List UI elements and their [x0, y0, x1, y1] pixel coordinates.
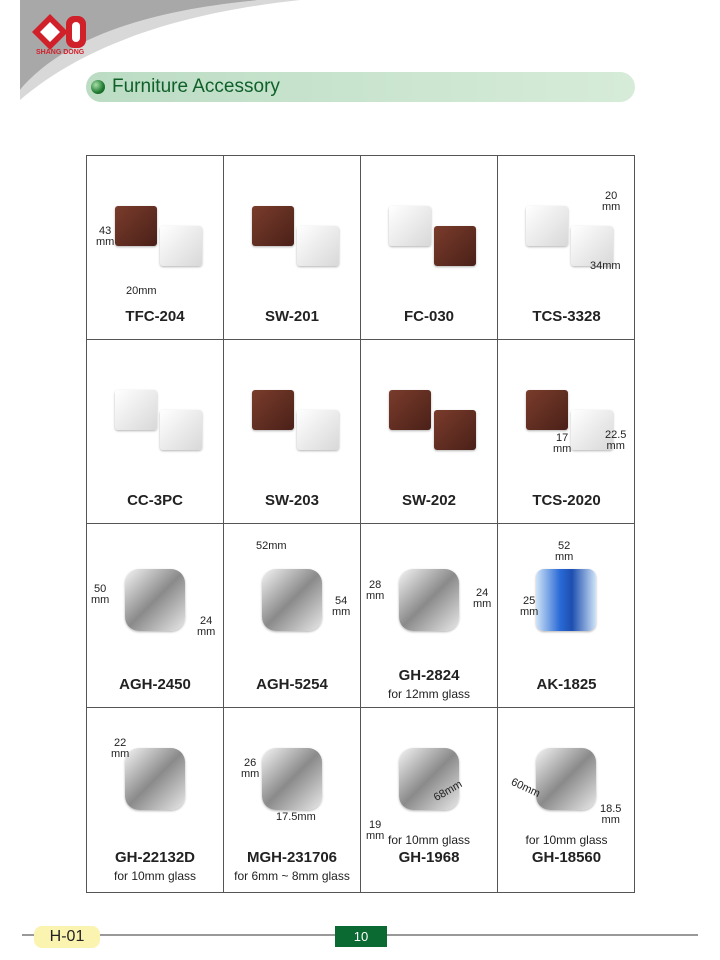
- product-image: [297, 226, 339, 266]
- product-code: GH-1968: [398, 849, 460, 866]
- dimension-label: 43 mm: [96, 225, 115, 248]
- product-code: AGH-2450: [119, 676, 191, 693]
- page-title: Furniture Accessory: [112, 76, 280, 97]
- product-code: TCS-2020: [532, 492, 601, 509]
- product-image: [252, 206, 294, 246]
- product-image: [115, 206, 157, 246]
- product-code: TFC-204: [125, 308, 185, 325]
- product-cell: [224, 524, 361, 708]
- section-label: H-01: [34, 926, 100, 948]
- product-image: [297, 410, 339, 450]
- product-note: for 6mm ~ 8mm glass: [234, 869, 350, 883]
- dimension-label: 60mm: [509, 776, 542, 800]
- dimension-label: 50 mm: [91, 583, 110, 606]
- product-cell: [498, 708, 635, 892]
- product-note: for 10mm glass: [387, 833, 471, 847]
- product-code: SW-203: [265, 492, 319, 509]
- dimension-label: 17.5mm: [276, 811, 316, 823]
- product-image: [160, 410, 202, 450]
- brand-name: SHANG DONG: [36, 49, 85, 56]
- product-image: [262, 569, 322, 631]
- product-grid: [86, 155, 635, 893]
- product-code: GH-2824: [398, 667, 460, 684]
- product-image: [434, 226, 476, 266]
- dimension-label: 25 mm: [520, 595, 539, 618]
- product-cell: [498, 524, 635, 708]
- dimension-label: 52 mm: [555, 540, 574, 563]
- bullet-icon: [91, 80, 105, 94]
- dimension-label: 28 mm: [366, 579, 385, 602]
- product-cell: [87, 156, 224, 340]
- product-cell: [87, 340, 224, 524]
- product-code: CC-3PC: [127, 492, 183, 509]
- product-code: SW-202: [402, 492, 456, 509]
- product-image: [389, 390, 431, 430]
- product-image: [536, 569, 596, 631]
- product-code: AGH-5254: [256, 676, 328, 693]
- dimension-label: 19 mm: [366, 819, 385, 842]
- product-note: for 10mm glass: [525, 833, 608, 847]
- dimension-label: 18.5 mm: [600, 803, 622, 826]
- product-cell: [87, 708, 224, 892]
- product-code: TCS-3328: [532, 308, 601, 325]
- product-image: [115, 390, 157, 430]
- dimension-label: 24 mm: [197, 615, 216, 638]
- product-image: [125, 569, 185, 631]
- product-code: SW-201: [265, 308, 319, 325]
- dimension-label: 17 mm: [553, 432, 572, 455]
- dimension-label: 54 mm: [332, 595, 351, 618]
- product-image: [262, 748, 322, 810]
- product-cell: [224, 156, 361, 340]
- product-image: [252, 390, 294, 430]
- product-cell: [498, 340, 635, 524]
- product-cell: [224, 708, 361, 892]
- dimension-label: 20mm: [126, 285, 157, 297]
- product-code: GH-18560: [531, 849, 602, 866]
- product-cell: [361, 708, 498, 892]
- product-code: AK-1825: [536, 676, 597, 693]
- dimension-label: 26 mm: [241, 757, 260, 780]
- product-image: [399, 748, 459, 810]
- dimension-label: 22.5 mm: [605, 429, 627, 452]
- product-cell: [224, 340, 361, 524]
- page-number: 10: [335, 926, 387, 947]
- product-note: for 12mm glass: [387, 687, 471, 701]
- dimension-label: 22 mm: [111, 737, 130, 760]
- product-cell: [498, 156, 635, 340]
- product-code: MGH-231706: [246, 849, 338, 866]
- dimension-label: 20 mm: [602, 190, 621, 213]
- product-cell: [361, 156, 498, 340]
- product-image: [160, 226, 202, 266]
- product-image: [526, 390, 568, 430]
- dimension-label: 52mm: [256, 540, 287, 552]
- section-banner: [86, 72, 635, 102]
- dimension-label: 24 mm: [473, 587, 492, 610]
- product-cell: [87, 524, 224, 708]
- product-image: [526, 206, 568, 246]
- product-code: GH-22132D: [114, 849, 196, 866]
- product-cell: [361, 524, 498, 708]
- product-code: FC-030: [403, 308, 455, 325]
- product-note: for 10mm glass: [113, 869, 197, 883]
- dimension-label: 34mm: [590, 260, 621, 272]
- product-image: [434, 410, 476, 450]
- product-image: [536, 748, 596, 810]
- product-image: [389, 206, 431, 246]
- product-image: [125, 748, 185, 810]
- product-cell: [361, 340, 498, 524]
- dimension-label: 68mm: [431, 778, 465, 804]
- product-image: [399, 569, 459, 631]
